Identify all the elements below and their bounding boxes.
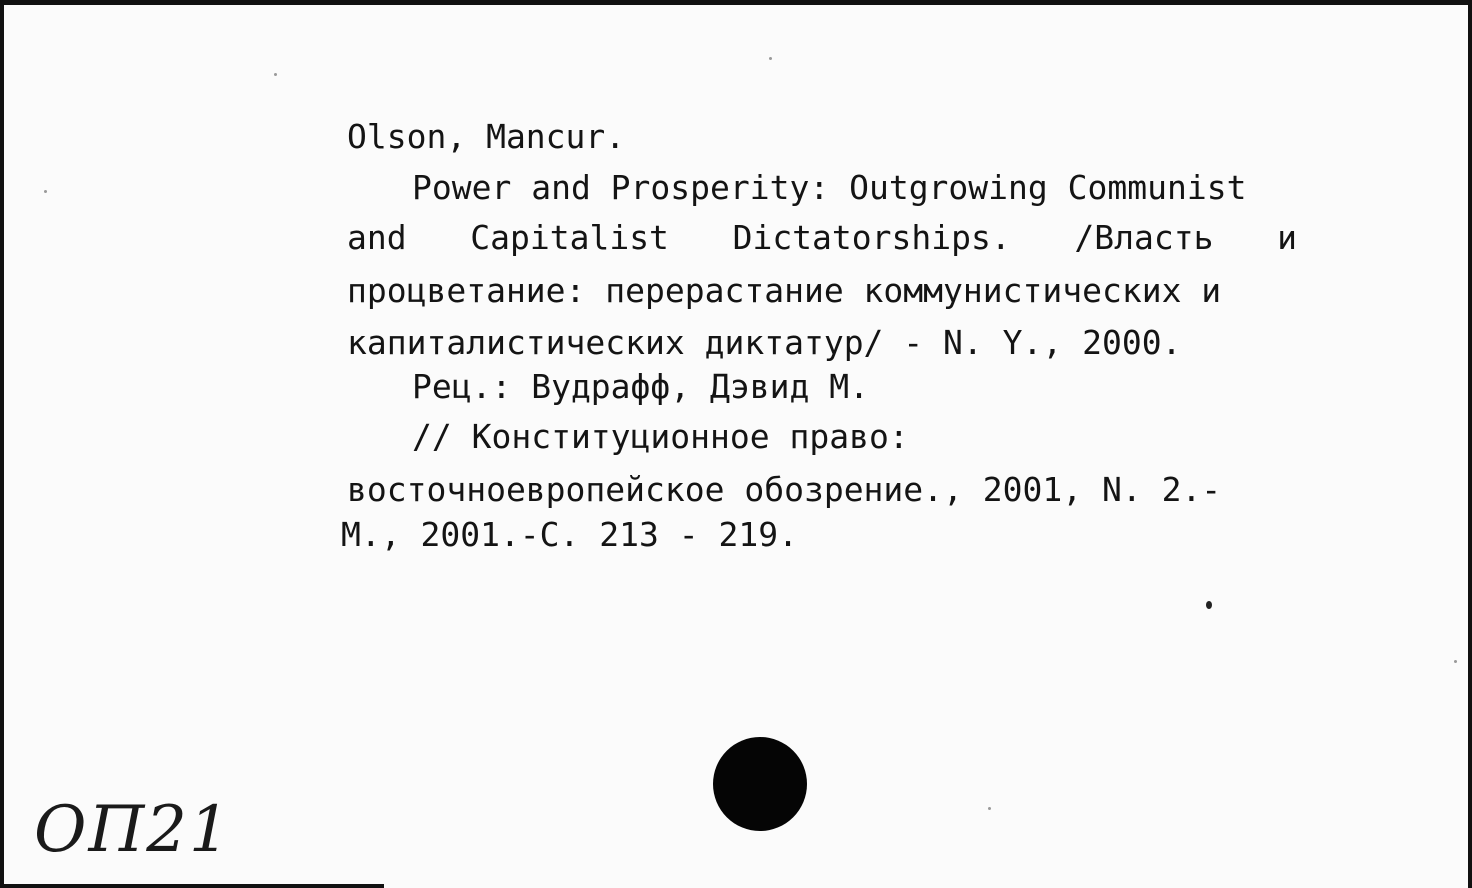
word: and [347,218,407,257]
dust-speck [274,73,277,76]
title-line-3: процветание: перерастание коммунистических и [347,271,1222,310]
author-line: Olson, Mancur. [347,117,626,156]
title-line-2 [347,218,1297,258]
review-line-2: // Конституционное право: [412,417,909,456]
review-line-4: М., 2001.-С. 213 - 219. [341,515,798,554]
punch-hole [713,737,807,831]
word: Dictatorships. [732,218,1011,257]
review-line-3: восточноевропейское обозрение., 2001, N. 2.- [347,470,1222,509]
word: Capitalist [470,218,669,257]
word: и [1277,218,1297,257]
dust-speck [988,807,991,810]
ink-speck [1206,601,1212,609]
title-line-1: Power and Prosperity: Outgrowing Communist [412,168,1247,207]
call-number: ОП21 [34,793,232,867]
title-line-4: капиталистических диктатур/ - N. Y., 2000. [347,323,1182,362]
dust-speck [1454,660,1457,663]
dust-speck [769,57,772,60]
card-edge-line [4,884,384,888]
review-line-1: Рец.: Вудрафф, Дэвид М. [412,367,869,406]
dust-speck [44,190,47,193]
word: /Власть [1074,218,1214,257]
